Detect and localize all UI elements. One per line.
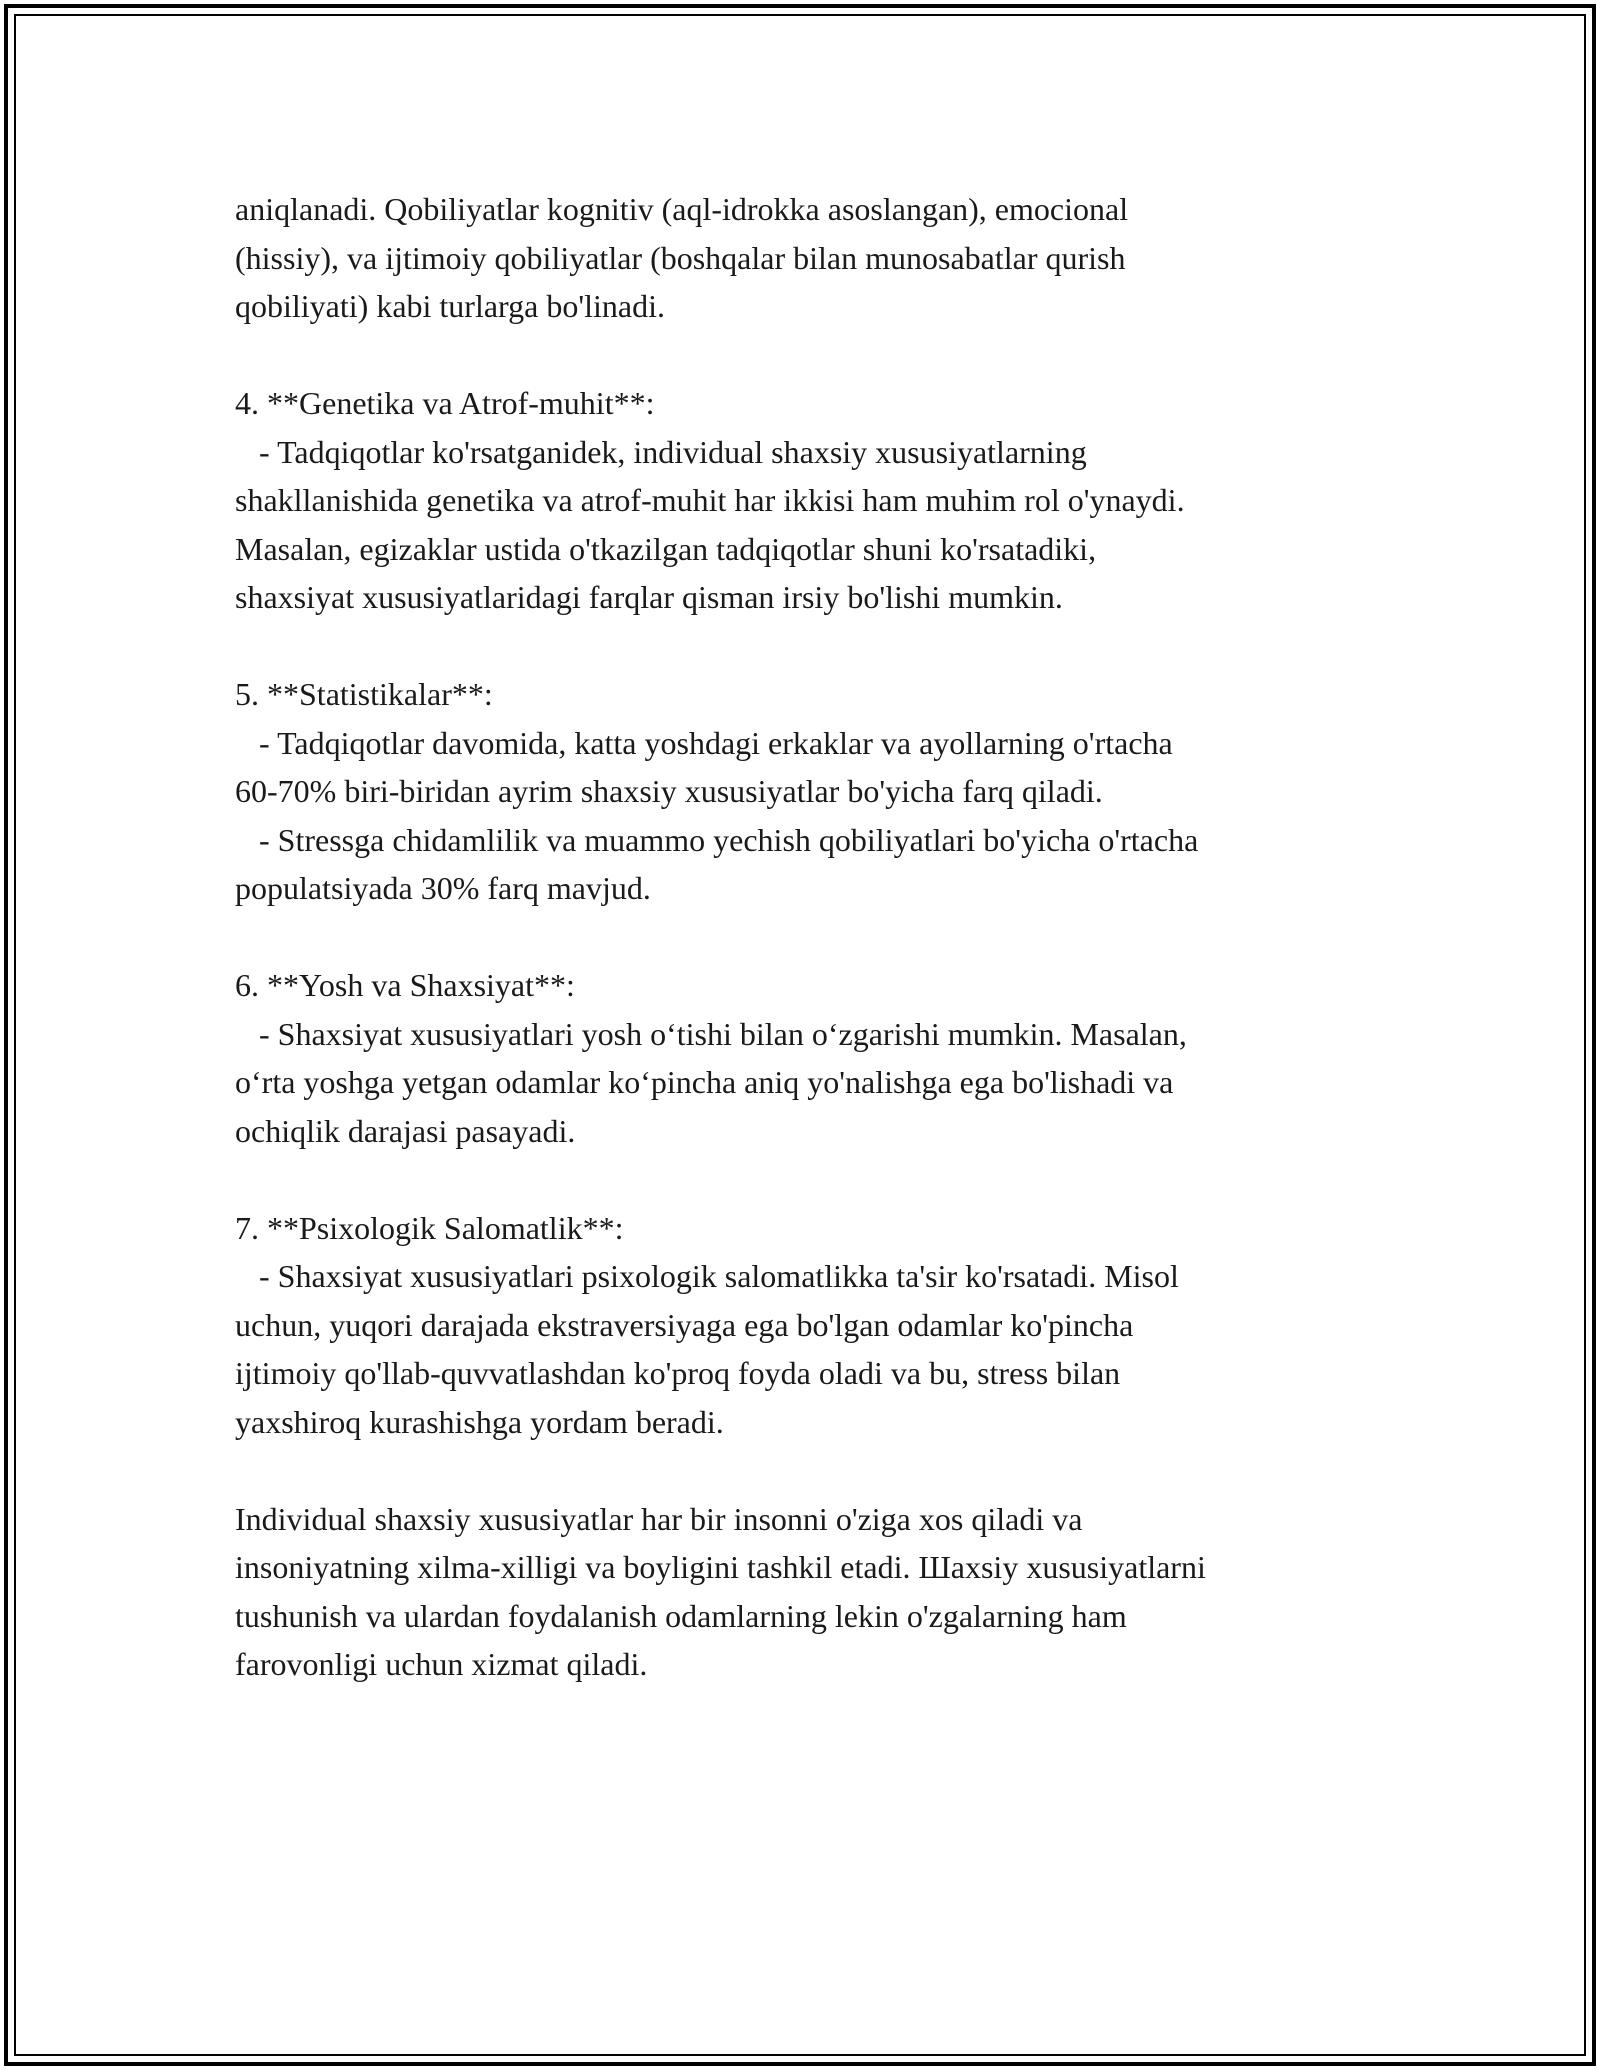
section-heading: 4. **Genetika va Atrof-muhit**: [235, 385, 655, 421]
section-heading: 5. **Statistikalar**: [235, 676, 493, 712]
text-line: shaxsiyat xususiyatlaridagi farqlar qisman irsiy bo'lishi mumkin. [235, 579, 1063, 615]
text-line: Masalan, egizaklar ustida o'tkazilgan tadqiqotlar shuni ko'rsatadiki, [235, 530, 1097, 567]
document-body [235, 185, 1385, 1737]
text-line: ijtimoiy qo'llab-quvvatlashdan ko'proq foyda oladi va bu, stress bilan [235, 1355, 1121, 1391]
text-line: - Shaxsiyat xususiyatlari yosh o‘tishi bilan o‘zgarishi mumkin. Masalan, [235, 1015, 1187, 1052]
text-line: ochiqlik darajasi pasayadi. [235, 1112, 576, 1149]
section-genetics [235, 379, 1385, 622]
section-age-personality [235, 961, 1385, 1155]
text-line: qobiliyati) kabi turlarga bo'linadi. [235, 288, 665, 324]
section-heading: 6. **Yosh va Shaxsiyat**: [235, 967, 575, 1003]
text-line: populatsiyada 30% farq mavjud. [235, 870, 651, 906]
text-line: (hissiy), va ijtimoiy qobiliyatlar (boshqalar bilan munosabatlar qurish [235, 239, 1126, 276]
text-line: uchun, yuqori darajada ekstraversiyaga ega bo'lgan odamlar ko'pincha [235, 1306, 1134, 1343]
text-line: tushunish va ulardan foydalanish odamlarning lekin o'zgalarning ham [235, 1597, 1127, 1634]
section-psychological-health [235, 1204, 1385, 1447]
text-line: 60-70% biri-biridan ayrim shaxsiy xususiyatlar bo'yicha farq qiladi. [235, 773, 1103, 809]
text-line: - Stressga chidamlilik va muammo yechish qobiliyatlari bo'yicha o'rtacha [235, 821, 1199, 858]
text-line: o‘rta yoshga yetgan odamlar ko‘pincha aniq yo'nalishga ega bo'lishadi va [235, 1064, 1174, 1100]
text-line: farovonligi uchun xizmat qiladi. [235, 1646, 648, 1682]
paragraph-abilities-intro [235, 185, 1385, 331]
text-line: aniqlanadi. Qobiliyatlar kognitiv (aql-idrokka asoslangan), emocional [235, 191, 1129, 227]
paragraph-conclusion [235, 1495, 1385, 1689]
text-line: shakllanishida genetika va atrof-muhit har ikkisi ham muhim rol o'ynaydi. [235, 482, 1185, 518]
text-line: Individual shaxsiy xususiyatlar har bir insonni o'ziga xos qiladi va [235, 1500, 1083, 1537]
section-heading: 7. **Psixologik Salomatlik**: [235, 1209, 624, 1246]
text-line: - Shaxsiyat xususiyatlari psixologik salomatlikka ta'sir ko'rsatadi. Misol [235, 1258, 1179, 1294]
text-line: insoniyatning xilma-xilligi va boyligini tashkil etadi. Шaxsiy xususiyatlarni [235, 1549, 1206, 1585]
text-line: yaxshiroq kurashishga yordam beradi. [235, 1403, 724, 1440]
text-line: - Tadqiqotlar davomida, katta yoshdagi erkaklar va ayollarning o'rtacha [235, 724, 1173, 761]
section-statistics [235, 670, 1385, 913]
text-line: - Tadqiqotlar ko'rsatganidek, individual shaxsiy xususiyatlarning [235, 433, 1087, 470]
